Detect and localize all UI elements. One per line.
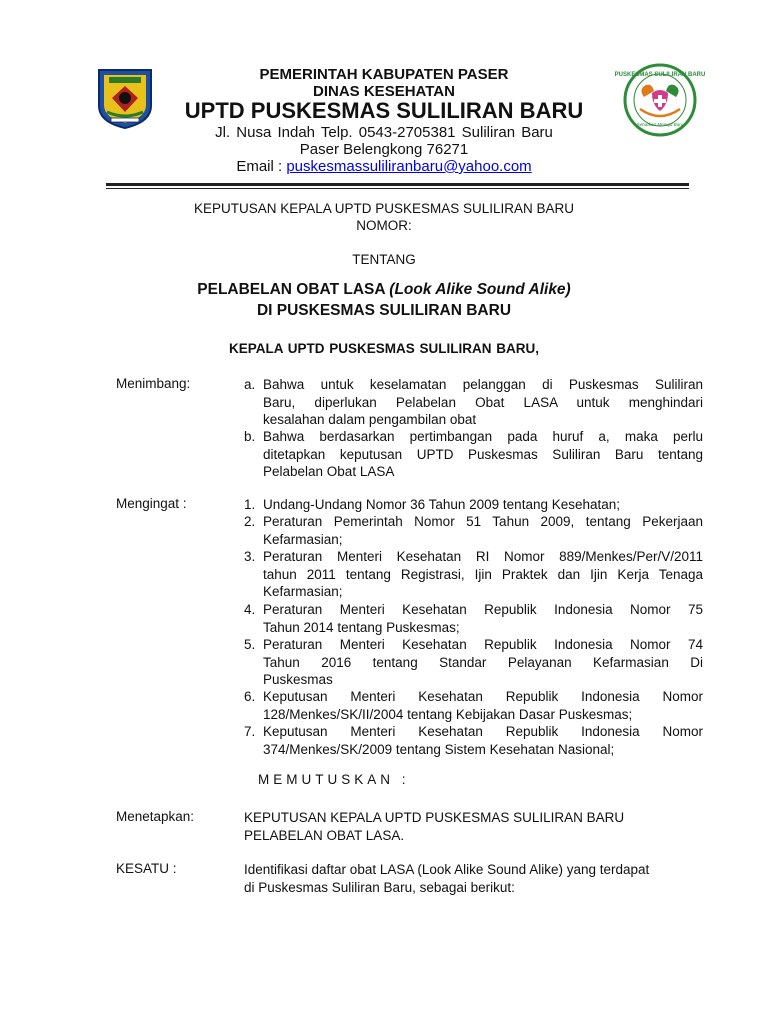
mengingat-mark-4: 4.	[244, 602, 256, 617]
email-link[interactable]: puskesmassuliliranbaru@yahoo.com	[286, 158, 532, 175]
item-line: Peraturan Menteri Kesehatan RI Nomor 889/Menkes/Per/V/2011	[263, 549, 703, 564]
decree-tentang: TENTANG	[352, 252, 416, 267]
item-line: Puskesmas	[263, 672, 333, 687]
item-line: Tahun 2014 tentang Puskesmas;	[263, 619, 460, 635]
kesatu-text	[244, 861, 704, 897]
item-line: Keputusan Menteri Kesehatan Republik Indonesia Nomor	[263, 724, 703, 739]
mengingat-mark-2: 2.	[244, 514, 256, 529]
mengingat-item-6	[263, 688, 703, 723]
memutuskan-heading: MEMUTUSKAN :	[258, 772, 410, 787]
item-line: Undang-Undang Nomor 36 Tahun 2009 tentang Kesehatan;	[263, 497, 621, 512]
item-line: 374/Menkes/SK/2009 tentang Sistem Kesehatan Nasional;	[263, 741, 615, 757]
letterhead-government: PEMERINTAH KABUPATEN PASER	[259, 66, 509, 83]
decree-subject	[0, 281, 768, 299]
mengingat-item-2	[263, 513, 703, 548]
letterhead-divider-thin	[106, 188, 689, 189]
letterhead-department: DINAS KESEHATAN	[313, 83, 455, 100]
letterhead-institution: UPTD PUSKESMAS SULILIRAN BARU	[184, 98, 584, 123]
mengingat-mark-3: 3.	[244, 549, 256, 564]
mengingat-mark-1: 1.	[244, 497, 256, 512]
item-line: 128/Menkes/SK/II/2004 tentang Kebijakan Dasar Puskesmas;	[263, 706, 633, 722]
item-line: kesalahan dalam pengambilan obat	[263, 412, 477, 427]
menimbang-mark-b: b.	[244, 429, 256, 444]
item-line: tahun 2011 tentang Registrasi, Ijin Praktek dan Ijin Kerja Tenaga	[263, 566, 703, 582]
item-line: Pelabelan Obat LASA	[263, 464, 395, 479]
item-line: Bahwa untuk keselamatan pelanggan di Puskesmas Suliliran	[263, 377, 703, 392]
decree-title: KEPUTUSAN KEPALA UPTD PUSKESMAS SULILIRAN BARU	[193, 201, 575, 216]
letterhead-address: Jl. Nusa Indah Telp. 0543-2705381 Suliliran Baru	[215, 124, 553, 141]
item-line: Bahwa berdasarkan pertimbangan pada huruf a, maka perlu	[263, 429, 703, 444]
item-line: Baru, diperlukan Pelabelan Obat LASA untuk menghindari	[263, 394, 703, 410]
item-line: Tahun 2016 tentang Standar Pelayanan Kefarmasian Di	[263, 654, 703, 670]
kesatu-line: Identifikasi daftar obat LASA (Look Alike Sound Alike) yang terdapat	[244, 862, 650, 877]
mengingat-mark-5: 5.	[244, 637, 256, 652]
logo-motto: Sehatkan Menuju Baru	[636, 122, 684, 127]
menimbang-label: Menimbang:	[116, 376, 191, 391]
item-line: Keputusan Menteri Kesehatan Republik Indonesia Nomor	[263, 689, 703, 704]
decree-head: KEPALA UPTD PUSKESMAS SULILIRAN BARU,	[228, 341, 539, 356]
decree-subject-line2: DI PUSKESMAS SULILIRAN BARU	[256, 302, 512, 319]
mengingat-item-4	[263, 601, 703, 636]
item-line: ditetapkan keputusan UPTD Puskesmas Suliliran Baru tentang	[263, 446, 703, 462]
email-label: Email :	[236, 158, 287, 175]
menetapkan-label: Menetapkan:	[116, 809, 195, 824]
kesatu-line: di Puskesmas Suliliran Baru, sebagai berikut:	[244, 880, 515, 895]
mengingat-label: Mengingat :	[116, 496, 187, 511]
mengingat-item-5	[263, 636, 703, 689]
menimbang-mark-a: a.	[244, 377, 256, 392]
letterhead-city: Paser Belengkong 76271	[299, 141, 469, 158]
item-line: Kefarmasian;	[263, 584, 343, 599]
mengingat-item-3	[263, 548, 703, 601]
item-line: Peraturan Pemerintah Nomor 51 Tahun 2009, tentang Pekerjaan	[263, 514, 703, 529]
subject-italic: (Look Alike Sound Alike)	[389, 281, 571, 298]
mengingat-mark-7: 7.	[244, 724, 256, 739]
subject-main: PELABELAN OBAT LASA	[197, 281, 390, 298]
item-line: Peraturan Menteri Kesehatan Republik Indonesia Nomor 75	[263, 602, 703, 617]
item-line: Peraturan Menteri Kesehatan Republik Indonesia Nomor 74	[263, 637, 703, 652]
menetapkan-line: KEPUTUSAN KEPALA UPTD PUSKESMAS SULILIRAN BARU	[244, 810, 625, 825]
mengingat-mark-6: 6.	[244, 689, 256, 704]
menetapkan-line: PELABELAN OBAT LASA.	[244, 828, 405, 843]
menimbang-item-b	[263, 428, 703, 481]
decree-number: NOMOR:	[356, 218, 412, 233]
menimbang-item-a	[263, 376, 703, 429]
letterhead-divider-thick	[106, 183, 689, 186]
item-line: Kefarmasian;	[263, 531, 343, 547]
menetapkan-text	[244, 809, 704, 845]
mengingat-item-7	[263, 723, 703, 758]
mengingat-item-1	[263, 496, 703, 514]
logo-arc-text: PUSKESMAS SULILIRAN BARU	[614, 72, 706, 78]
letterhead-email-line	[0, 158, 768, 175]
kesatu-label: KESATU :	[116, 861, 177, 876]
